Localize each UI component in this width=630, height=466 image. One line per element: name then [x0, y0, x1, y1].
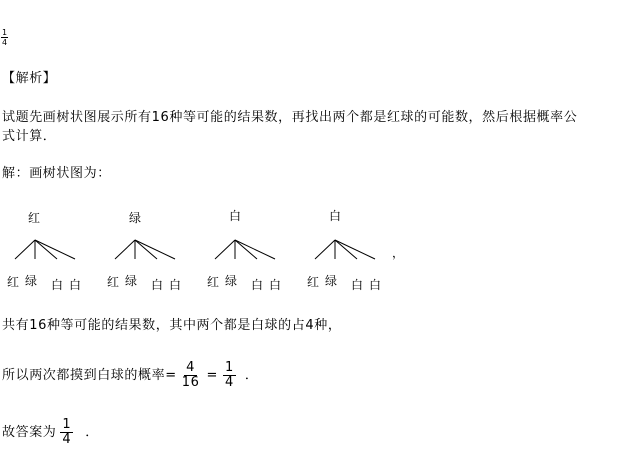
analysis-text-line2: 式计算． [2, 129, 57, 144]
branch-3-1 [215, 240, 235, 259]
probability-prefix: 所以两次都摸到白球的概率= [2, 367, 177, 383]
answer-suffix: ． [85, 424, 99, 440]
answer-fraction [60, 418, 73, 447]
leaf-2-2: 绿 [125, 274, 138, 288]
top-answer-numerator: 1 [2, 28, 8, 37]
analysis-text-line1: 试题先画树状图展示所有16种等可能的结果数，再找出两个都是红球的可能数，然后根据概率公 [2, 110, 578, 125]
leaf-1-1: 红 [7, 275, 20, 289]
leaf-3-3: 白 [251, 278, 264, 292]
leaf-3-1: 红 [207, 275, 220, 289]
leaf-2-1: 红 [107, 275, 120, 289]
answer-fraction-denominator: 4 [62, 432, 72, 447]
branch-4-3 [335, 240, 357, 259]
branch-1-4 [35, 240, 75, 259]
branch-2-1 [115, 240, 135, 259]
branch-1-1 [15, 240, 35, 259]
leaf-4-4: 白 [369, 278, 382, 292]
analysis-heading: 【解析】 [2, 71, 57, 86]
probability-fraction-2-numerator: 1 [224, 360, 234, 375]
probability-fraction-1-numerator: 4 [186, 360, 196, 375]
probability-fraction-1-denominator: 16 [181, 375, 200, 390]
tree-root-4: 白 [329, 209, 342, 223]
branch-3-4 [235, 240, 275, 259]
tree-trailing-mark: ， [392, 246, 405, 260]
leaf-3-4: 白 [269, 278, 282, 292]
branch-3-3 [235, 240, 257, 259]
branch-2-4 [135, 240, 175, 259]
answer-prefix: 故答案为 [2, 424, 57, 440]
leaf-4-1: 红 [307, 275, 320, 289]
leaf-3-2: 绿 [225, 274, 238, 288]
tree-root-1: 红 [28, 211, 41, 225]
leaf-2-3: 白 [151, 278, 164, 292]
result-line: 共有16种等可能的结果数，其中两个都是白球的占4种， [2, 318, 342, 333]
branch-4-4 [335, 240, 375, 259]
tree-root-3: 白 [229, 209, 242, 223]
probability-suffix: ． [244, 367, 259, 383]
probability-fraction-2-denominator: 4 [224, 375, 234, 390]
leaf-1-3: 白 [51, 278, 64, 292]
branch-4-1 [315, 240, 335, 259]
tree-root-2: 绿 [129, 211, 142, 225]
solution-intro: 解：画树状图为： [2, 166, 111, 181]
probability-fraction-2 [223, 361, 236, 390]
branch-2-3 [135, 240, 157, 259]
leaf-1-2: 绿 [25, 274, 38, 288]
probability-fraction-1 [180, 361, 202, 390]
probability-equals: = [206, 367, 218, 383]
top-answer-denominator: 4 [2, 38, 8, 47]
leaf-2-4: 白 [169, 278, 182, 292]
answer-line [2, 418, 99, 447]
leaf-4-2: 绿 [325, 274, 338, 288]
leaf-4-3: 白 [351, 278, 364, 292]
probability-line [2, 361, 258, 390]
branch-1-3 [35, 240, 57, 259]
leaf-1-4: 白 [69, 278, 82, 292]
answer-fraction-numerator: 1 [62, 417, 72, 432]
